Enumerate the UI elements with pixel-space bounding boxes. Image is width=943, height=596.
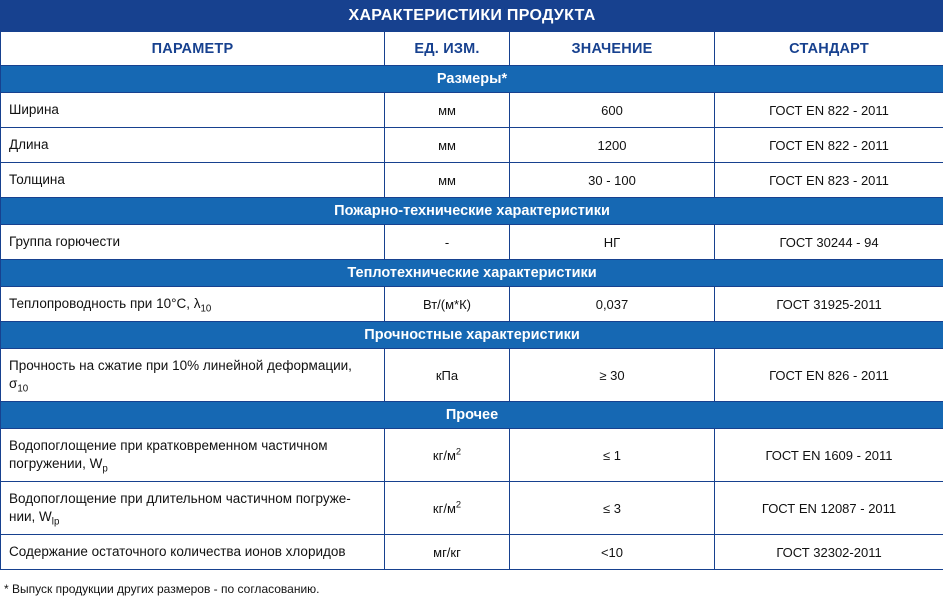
footnote: * Выпуск продукции других размеров - по согласованию. [0,570,943,596]
section-title-thermal: Теплотехнические характеристики [1,260,943,287]
section-header-row [1,322,943,349]
row-param: Прочность на сжатие при 10% линейной деформации, $\sigma_{10}$ [1,349,385,402]
row-unit: мм [385,163,510,198]
table-row [1,349,943,402]
row-unit: мм [385,93,510,128]
row-param: Длина [1,128,385,163]
row-value: <10 [510,535,715,570]
section-header-row [1,198,943,225]
row-value: ≤ 3 [510,482,715,535]
row-value: ≥ 30 [510,349,715,402]
column-header-standard: СТАНДАРТ [715,32,943,66]
row-standard: ГОСТ EN 12087 - 2011 [715,482,943,535]
table-row [1,93,943,128]
row-unit: мм [385,128,510,163]
row-value: 30 - 100 [510,163,715,198]
row-param: Ширина [1,93,385,128]
row-param: Теплопроводность при 10°C, $\lambda_{10}$ [1,287,385,322]
row-unit: кПа [385,349,510,402]
table-row [1,482,943,535]
row-standard: ГОСТ EN 822 - 2011 [715,128,943,163]
row-param: Содержание остаточного количества ионов хлоридов [1,535,385,570]
row-unit: $кг/м^2$ [385,482,510,535]
table-row [1,429,943,482]
row-unit: - [385,225,510,260]
section-title-dimensions: Размеры* [1,66,943,93]
column-header-param: ПАРАМЕТР [1,32,385,66]
row-standard: ГОСТ EN 823 - 2011 [715,163,943,198]
row-standard: ГОСТ EN 822 - 2011 [715,93,943,128]
section-title-other: Прочее [1,402,943,429]
row-standard: ГОСТ 32302-2011 [715,535,943,570]
row-value: 1200 [510,128,715,163]
row-standard: ГОСТ 31925-2011 [715,287,943,322]
section-header-row [1,260,943,287]
table-row [1,287,943,322]
row-param: Толщина [1,163,385,198]
column-header-row [1,32,943,66]
section-header-row [1,66,943,93]
section-title-fire: Пожарно-технические характеристики [1,198,943,225]
table-title-row [1,1,943,32]
table-row [1,163,943,198]
row-param: Водопоглощение при длительном частичном погруже- нии, $W_{lp}$ [1,482,385,535]
row-param: Водопоглощение при кратковременном частичном погружении, $W_p$ [1,429,385,482]
section-header-row [1,402,943,429]
row-value: 0,037 [510,287,715,322]
row-standard: ГОСТ EN 826 - 2011 [715,349,943,402]
row-unit: Вт/(м*К) [385,287,510,322]
row-param: Группа горючести [1,225,385,260]
table-row [1,128,943,163]
page-title: ХАРАКТЕРИСТИКИ ПРОДУКТА [1,1,943,32]
column-header-unit: ЕД. ИЗМ. [385,32,510,66]
row-unit: $кг/м^2$ [385,429,510,482]
row-standard: ГОСТ EN 1609 - 2011 [715,429,943,482]
row-standard: ГОСТ 30244 - 94 [715,225,943,260]
row-unit: мг/кг [385,535,510,570]
row-value: НГ [510,225,715,260]
row-value: ≤ 1 [510,429,715,482]
section-title-strength: Прочностные характеристики [1,322,943,349]
row-value: 600 [510,93,715,128]
table-row [1,225,943,260]
column-header-value: ЗНАЧЕНИЕ [510,32,715,66]
